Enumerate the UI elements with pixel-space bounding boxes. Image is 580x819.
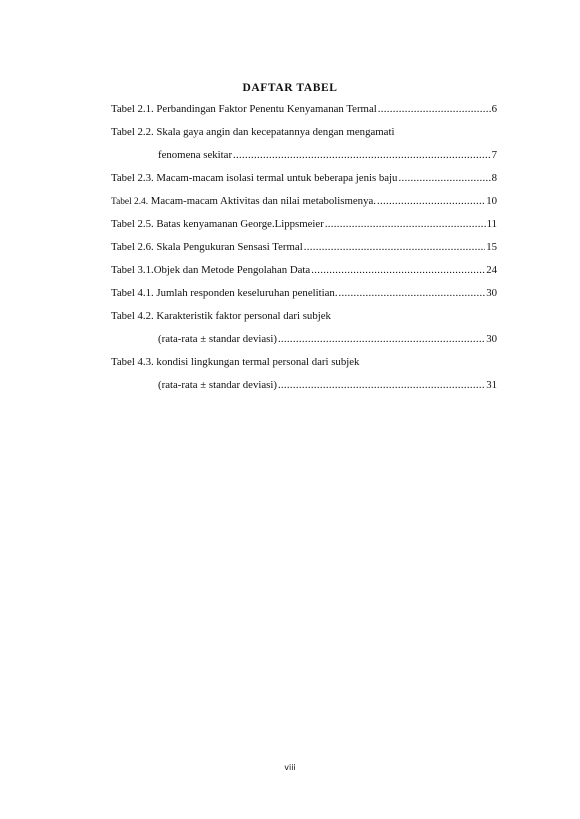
toc-entry-page: 24: [486, 264, 497, 276]
toc-entry-4-1: [111, 284, 497, 307]
toc-entry-label: Tabel 2.2. Skala gaya angin dan kecepatannya dengan mengamati: [111, 126, 395, 138]
toc-entry-label: [111, 194, 376, 210]
toc-entry-label: Tabel 4.1. Jumlah responden keseluruhan penelitian.: [111, 287, 338, 299]
dot-leader: [233, 148, 491, 163]
dot-leader: [325, 217, 486, 232]
toc-entry-page: 30: [486, 333, 497, 345]
dot-leader: [398, 171, 490, 186]
toc-entry-2-2: [111, 123, 497, 146]
toc-entry-label: Tabel 2.5. Batas kenyamanan George.Lippsmeier: [111, 218, 324, 230]
toc-entry-2-4: [111, 192, 497, 215]
toc-entry-page: 15: [486, 241, 497, 253]
toc-entry-page: 7: [491, 149, 497, 161]
page-title: DAFTAR TABEL: [242, 82, 338, 94]
toc-entry-label: Tabel 2.1. Perbandingan Faktor Penentu Kenyamanan Termal: [111, 103, 377, 115]
toc-entry-label: Tabel 3.1.Objek dan Metode Pengolahan Data: [111, 264, 311, 276]
toc-entry-page: 8: [491, 172, 497, 184]
toc-entry-prefix: Tabel 2.4.: [111, 197, 149, 207]
toc-entry-label: fenomena sekitar: [158, 149, 233, 161]
toc-entry-page: 10: [486, 195, 497, 207]
toc-entry-label: (rata-rata ± standar deviasi): [158, 333, 277, 345]
toc-entry-page: 6: [491, 103, 497, 115]
toc-entry-2-1: [111, 100, 497, 123]
toc-entry-text: Macam-macam Aktivitas dan nilai metabolismenya.: [148, 195, 376, 207]
page-number: viii: [284, 763, 296, 772]
dot-leader: [304, 240, 486, 255]
dot-leader: [377, 194, 485, 209]
toc-entry-page: 31: [486, 379, 497, 391]
toc-entry-4-3-cont: [111, 376, 497, 399]
toc-entry-page: 11: [486, 218, 497, 230]
toc-entry-page: 30: [486, 287, 497, 299]
dot-leader: [339, 286, 486, 301]
toc-entry-4-3: [111, 353, 497, 376]
toc-entry-2-5: [111, 215, 497, 238]
toc-entry-label: Tabel 2.6. Skala Pengukuran Sensasi Termal: [111, 241, 303, 253]
toc-entry-2-2-cont: [111, 146, 497, 169]
toc-entry-label: (rata-rata ± standar deviasi): [158, 379, 277, 391]
toc-entry-label: Tabel 4.3. kondisi lingkungan termal personal dari subjek: [111, 356, 360, 368]
toc-entry-2-3: [111, 169, 497, 192]
dot-leader: [278, 332, 485, 347]
toc-entry-3-1: [111, 261, 497, 284]
toc-entry-label: Tabel 4.2. Karakteristik faktor personal dari subjek: [111, 310, 331, 322]
dot-leader: [278, 378, 485, 393]
toc-entry-2-6: [111, 238, 497, 261]
toc-entry-4-2-cont: [111, 330, 497, 353]
dot-leader: [378, 102, 491, 117]
toc-entry-label: Tabel 2.3. Macam-macam isolasi termal untuk beberapa jenis baju: [111, 172, 398, 184]
table-of-tables: [111, 100, 497, 399]
toc-entry-4-2: [111, 307, 497, 330]
dot-leader: [311, 263, 485, 278]
